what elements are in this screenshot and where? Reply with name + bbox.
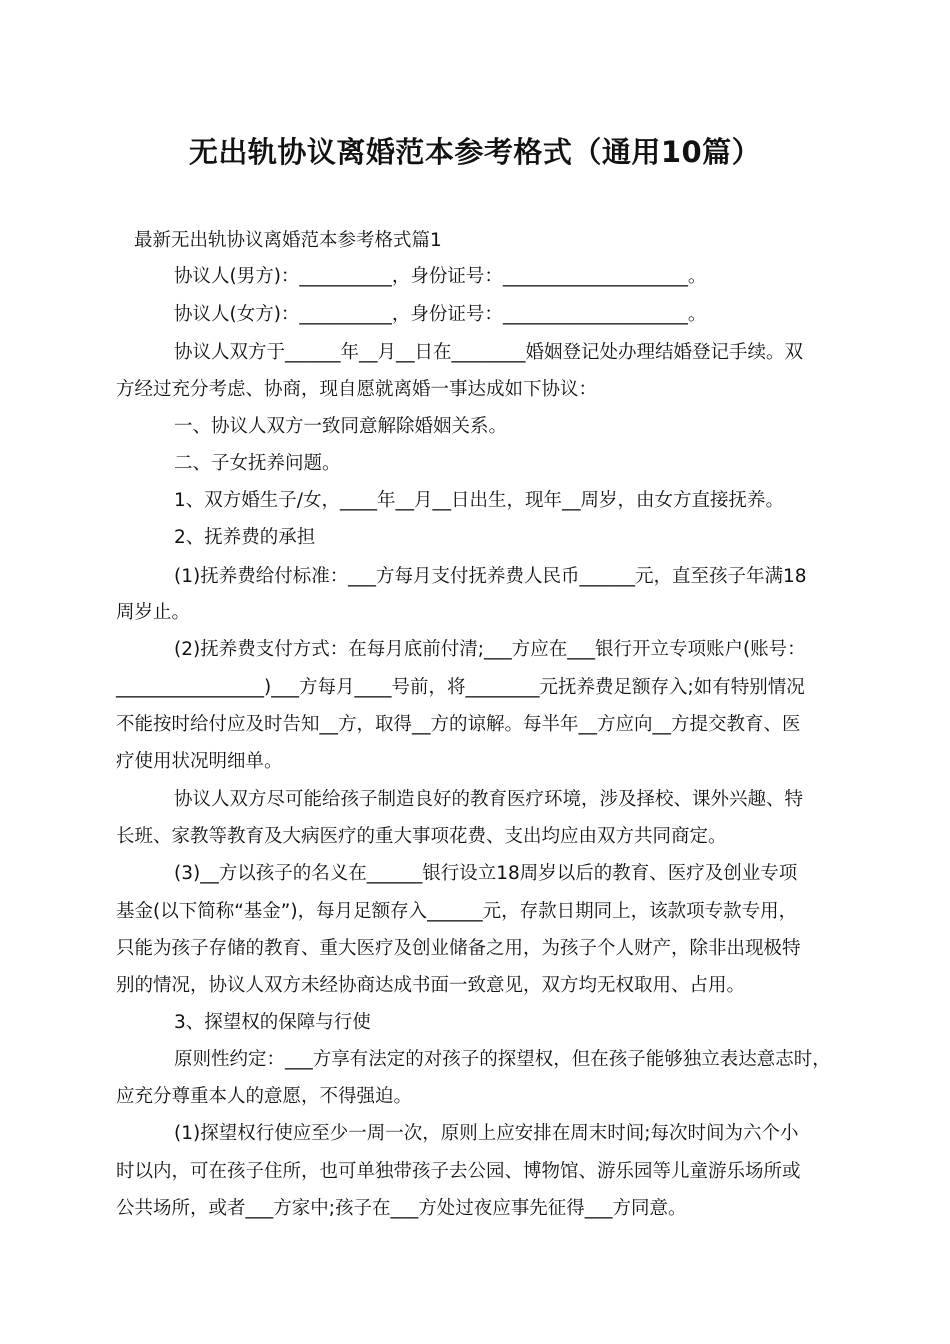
paragraph-line: ________________)___方每月____号前，将________元抚养费足额存入;如有特别情况 [116, 677, 805, 698]
clause-heading: 一、协议人双方一致同意解除婚姻关系。 [174, 416, 508, 437]
paragraph-line: (1)抚养费给付标准：___方每月支付抚养费人民币______元，直至孩子年满18 [174, 566, 807, 587]
clause-heading: 3、探望权的保障与行使 [174, 1012, 371, 1033]
paragraph-line: 周岁止。 [116, 602, 191, 623]
paragraph-line: 长班、家教等教育及大病医疗的重大事项花费、支出均应由双方共同商定。 [116, 826, 727, 847]
party-male-line: 协议人(男方)：__________，身份证号：____________________。 [174, 266, 707, 287]
section-title: 最新无出轨协议离婚范本参考格式篇1 [134, 230, 442, 251]
paragraph-line: 方经过充分考虑、协商，现自愿就离婚一事达成如下协议： [116, 379, 598, 400]
paragraph-line: 只能为孩子存储的教育、重大医疗及创业储备之用，为孩子个人财产，除非出现极特 [116, 938, 801, 959]
paragraph-line: 1、双方婚生子/女，____年__月__日出生，现年__周岁，由女方直接抚养。 [174, 490, 785, 511]
paragraph-line: 协议人双方尽可能给孩子制造良好的教育医疗环境，涉及择校、课外兴趣、特 [174, 789, 804, 810]
paragraph-line: 原则性约定：___方享有法定的对孩子的探望权，但在孩子能够独立表达意志时， [174, 1049, 831, 1070]
paragraph-line: 基金(以下简称“基金”)，每月足额存入______元，存款日期同上，该款项专款专用， [116, 901, 798, 922]
paragraph-line: (2)抚养费支付方式：在每月底前付清;___方应在___银行开立专项账户(账号： [174, 639, 806, 660]
paragraph-line: 别的情况，协议人双方未经协商达成书面一致意见，双方均无权取用、占用。 [116, 975, 746, 996]
paragraph-line: (3)__方以孩子的名义在______银行设立18周岁以后的教育、医疗及创业专项 [174, 863, 798, 884]
clause-heading: 二、子女抚养问题。 [174, 453, 341, 474]
document-title: 无出轨协议离婚范本参考格式（通用10篇） [188, 135, 762, 169]
clause-heading: 2、抚养费的承担 [174, 527, 316, 548]
paragraph-line: 公共场所，或者___方家中;孩子在___方处过夜应事先征得___方同意。 [116, 1198, 687, 1219]
party-female-line: 协议人(女方)：__________，身份证号：____________________。 [174, 304, 707, 325]
paragraph-line: 应充分尊重本人的意愿，不得强迫。 [116, 1086, 413, 1107]
paragraph-line: 协议人双方于______年__月__日在________婚姻登记处办理结婚登记手续。双 [174, 342, 804, 363]
paragraph-line: 疗使用状况明细单。 [116, 751, 283, 772]
paragraph-line: 时以内，可在孩子住所，也可单独带孩子去公园、博物馆、游乐园等儿童游乐场所或 [116, 1161, 801, 1182]
paragraph-line: 不能按时给付应及时告知__方，取得__方的谅解。每半年__方应向__方提交教育、医 [116, 714, 801, 735]
paragraph-line: (1)探望权行使应至少一周一次，原则上应安排在周末时间;每次时间为六个小 [174, 1123, 799, 1144]
